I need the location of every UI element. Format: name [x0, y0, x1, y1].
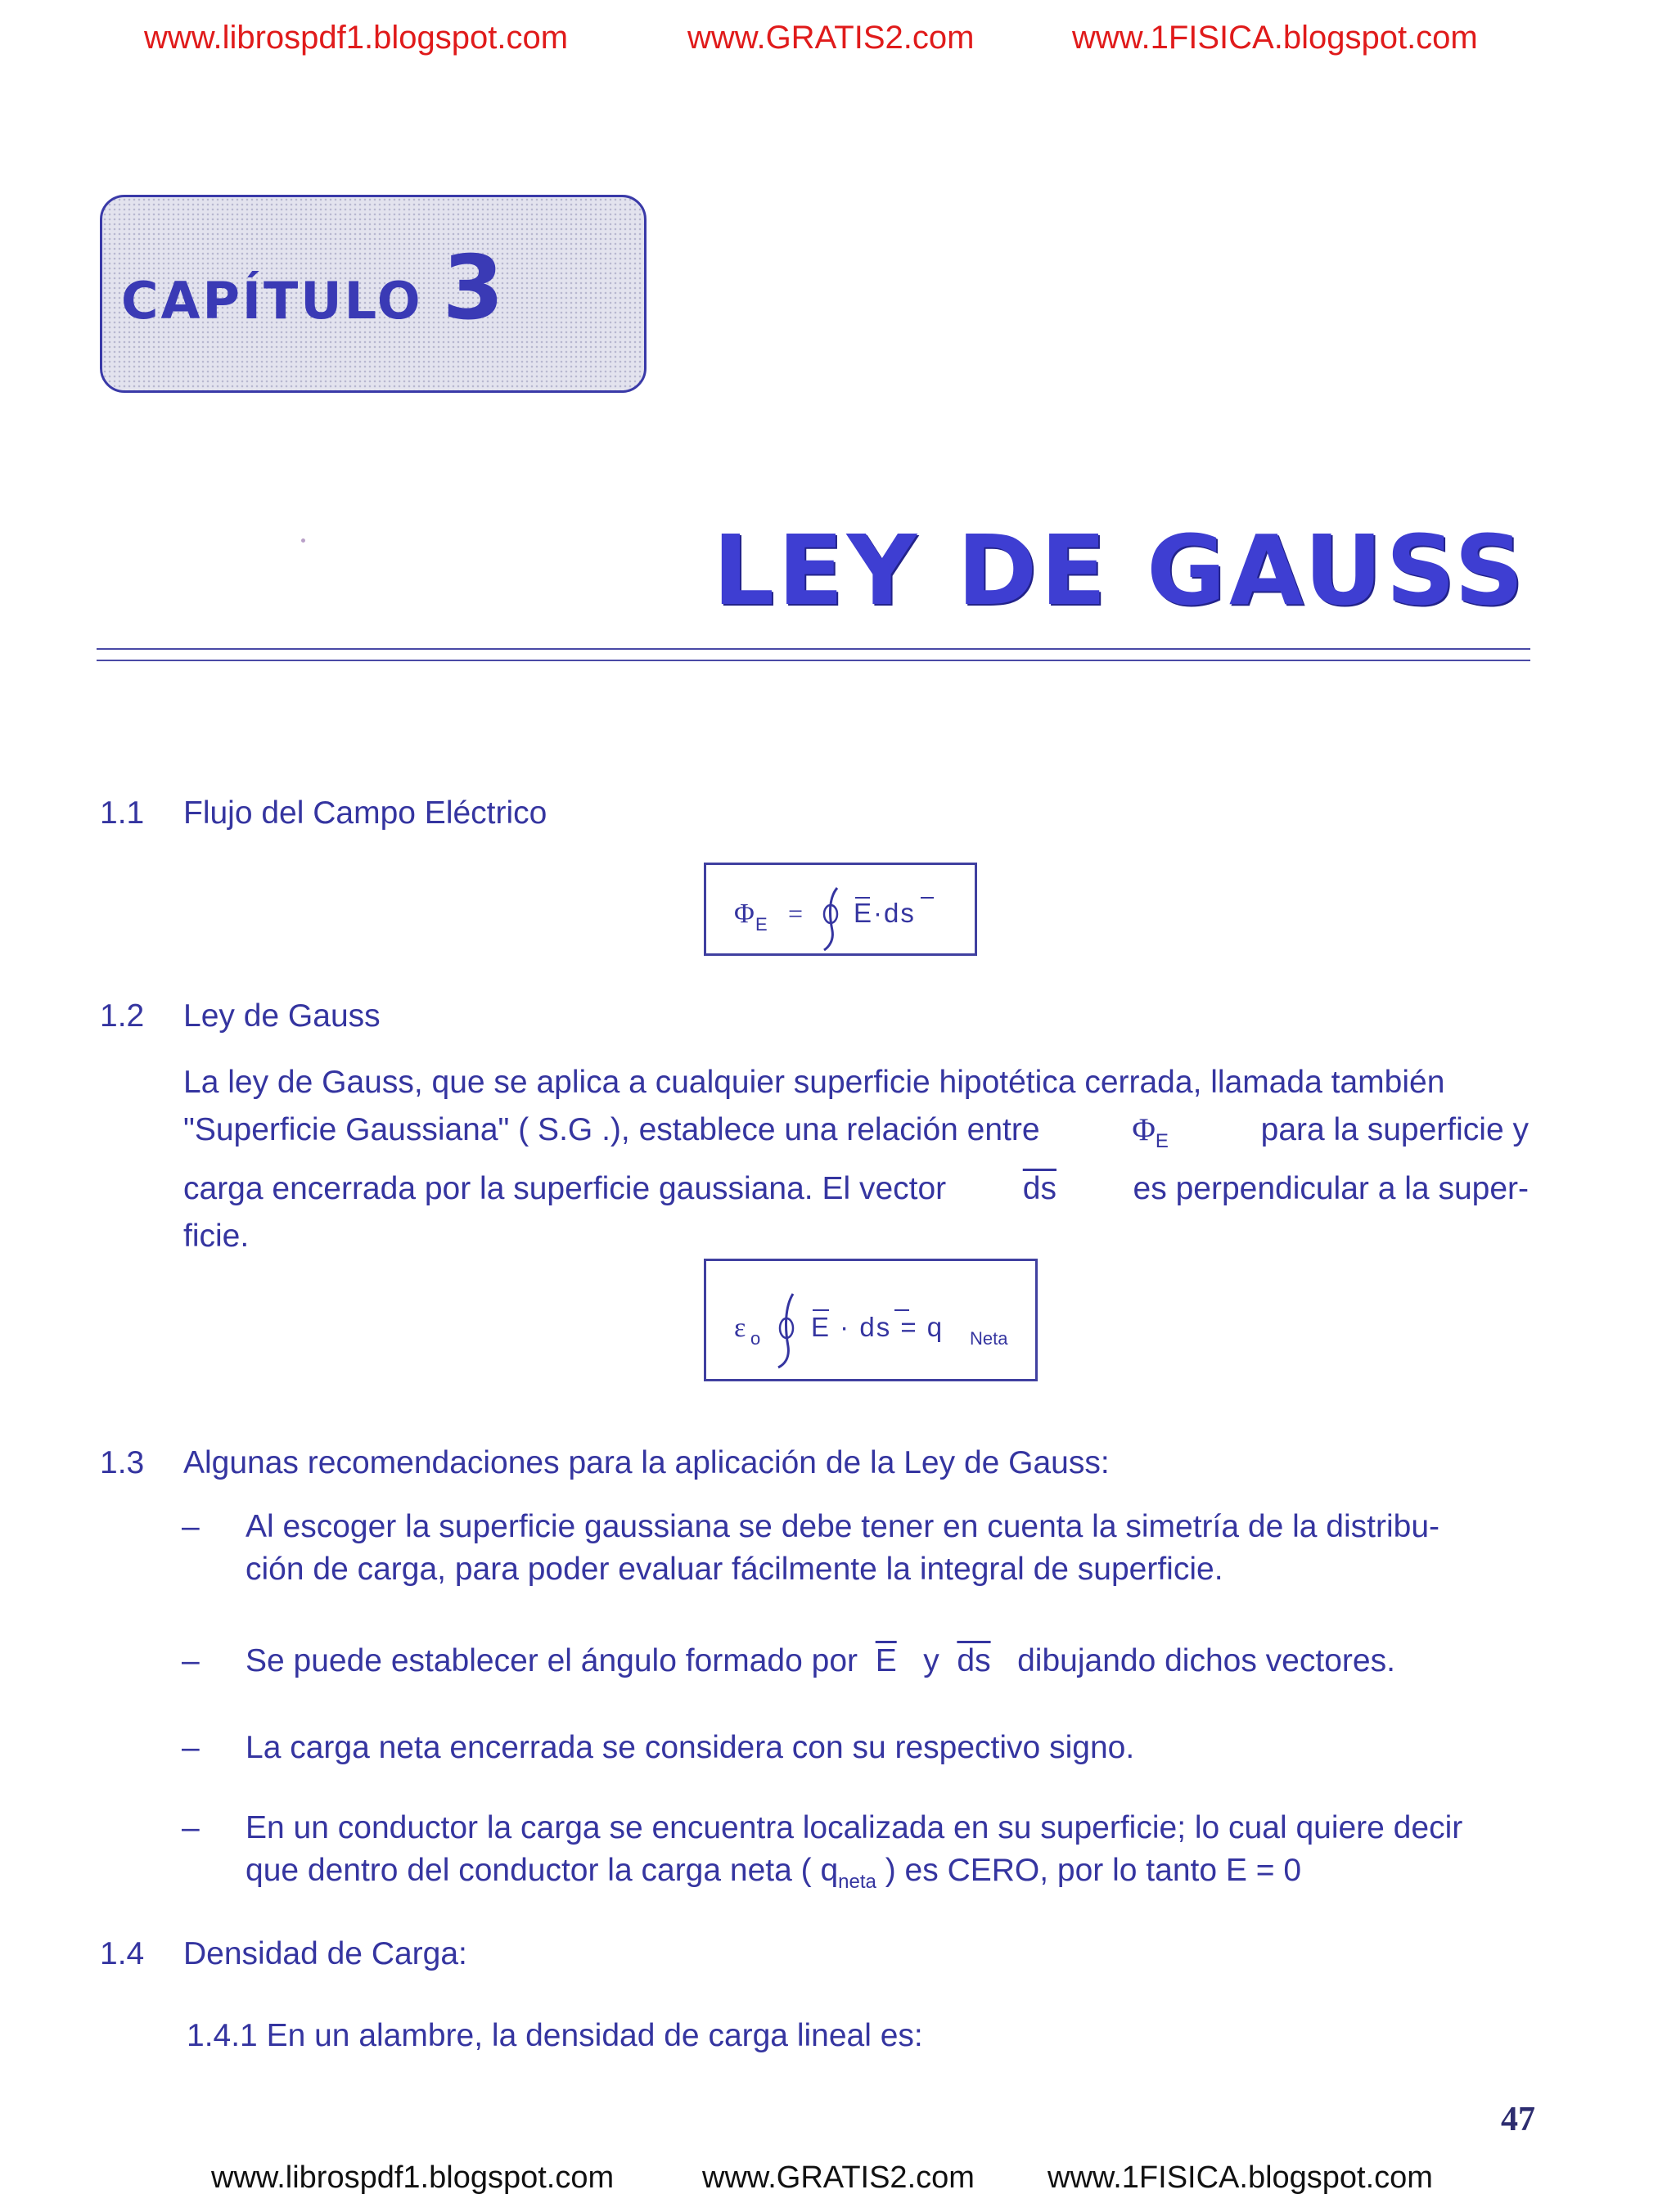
title-rule-bottom [97, 660, 1530, 661]
section-number: 1.3 [100, 1445, 145, 1480]
chapter-number: 3 [442, 237, 504, 340]
chapter-heading [121, 237, 504, 344]
section-title: Flujo del Campo Eléctrico [183, 795, 547, 831]
epsilon-subscript: o [750, 1328, 761, 1349]
paragraph-line [183, 1165, 1529, 1213]
bullet-dash: – [182, 1509, 200, 1544]
paragraph-text: para la superficie y [1260, 1112, 1529, 1147]
section-title: Algunas recomendaciones para la aplicación de la Ley de Gauss: [183, 1445, 1110, 1480]
qneta-subscript: neta [838, 1870, 876, 1893]
bullet-item [0, 1640, 1676, 1686]
section-title: Ley de Gauss [183, 998, 381, 1034]
footer-link-gratis2[interactable]: www.GRATIS2.com [702, 2160, 975, 2195]
flux-equals: = [788, 899, 804, 928]
paragraph-line: La ley de Gauss, que se aplica a cualquier superficie hipotética cerrada, llamada también [183, 1065, 1445, 1100]
header-link-1fisica[interactable]: www.1FISICA.blogspot.com [1072, 20, 1478, 56]
formula-gauss-box [704, 1259, 1038, 1381]
bullet-item [0, 1506, 1676, 1596]
bullet-dash: – [182, 1730, 200, 1765]
paragraph-gauss-law [183, 1059, 1529, 1260]
charge-subscript: Neta [970, 1328, 1008, 1349]
section-title: Densidad de Carga: [183, 1936, 467, 1971]
title-rule-top [97, 648, 1530, 650]
inline-flux: $\Phi_E$ [1132, 1112, 1169, 1152]
paragraph-text: "Superficie Gaussiana" ( S.G .), establece una relación entre [183, 1112, 1040, 1147]
epsilon-symbol: ε [734, 1313, 746, 1343]
paragraph-text: carga encerrada por la superficie gaussiana. El vector [183, 1170, 947, 1206]
section-number: 1.1 [100, 795, 145, 831]
bullet-text: Al escoger la superficie gaussiana se debe tener en cuenta la simetría de la distribu- ción de carga, para poder evaluar fácilmente la integral de superficie. [246, 1509, 1439, 1587]
formula-flux-box [704, 863, 977, 956]
formula-gauss [706, 1261, 1040, 1384]
scan-speck [301, 538, 305, 543]
footer-link-1fisica[interactable]: www.1FISICA.blogspot.com [1048, 2160, 1433, 2195]
bullet-item [0, 1727, 1676, 1773]
gauss-integrand: E · ds = q [811, 1312, 944, 1342]
bullet-dash: – [182, 1810, 200, 1845]
bullet-text: En un conductor la carga se encuentra localizada en su superficie; lo cual quiere decir que dentro del conductor la carga neta ( $q_{neta}$ ) es CERO, por lo tanto E = 0 [246, 1810, 1463, 1893]
bullet-text: La carga neta encerrada se considera con su respectivo signo. [246, 1730, 1135, 1765]
header-link-gratis2[interactable]: www.GRATIS2.com [687, 20, 975, 56]
flux-symbol: Φ [734, 899, 755, 929]
page-number: 47 [1501, 2101, 1535, 2138]
inline-vector-ds: $\overline{ds}$ [1022, 1170, 1057, 1206]
bullet-item [0, 1807, 1676, 1897]
chapter-word: CAPÍTULO [121, 271, 423, 331]
inline-vector-ds: $\overline{ds}$ [957, 1643, 991, 1678]
flux-integrand: E·ds [854, 898, 916, 928]
paragraph-line [183, 1106, 1529, 1165]
bullet-dash: – [182, 1643, 200, 1678]
page-title: LEY DE GAUSS [713, 514, 1527, 627]
section-number: 1.4 [100, 1936, 145, 1971]
formula-flux [706, 865, 980, 958]
subsection-1-4-1: 1.4.1 En un alambre, la densidad de carga lineal es: [187, 2018, 923, 2053]
bullet-text: Se puede establecer el ángulo formado por $\overline{E}$ y $\overline{ds}$ dibujando dichos vectores. [246, 1643, 1395, 1678]
section-number: 1.2 [100, 998, 145, 1034]
paragraph-text: es perpendicular a la super- [1133, 1170, 1529, 1206]
header-link-librospdf1[interactable]: www.librospdf1.blogspot.com [144, 20, 569, 56]
footer-link-librospdf1[interactable]: www.librospdf1.blogspot.com [211, 2160, 615, 2195]
flux-subscript: E [755, 914, 768, 935]
inline-vector-e: $\overline{E}$ [875, 1643, 897, 1678]
paragraph-line: ficie. [183, 1218, 250, 1254]
